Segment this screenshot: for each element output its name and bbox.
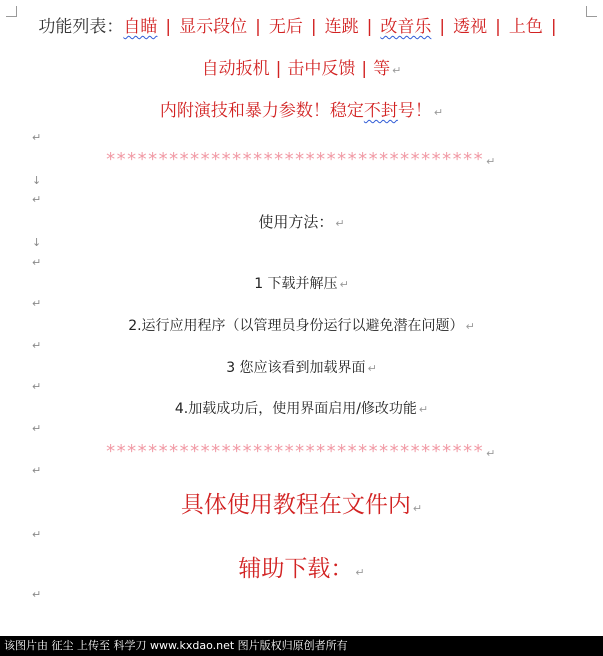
paragraph-mark-icon: ↵ [355, 566, 365, 579]
star-divider-bottom [0, 441, 603, 462]
paragraph-mark-icon: ↵ [412, 502, 423, 515]
step-1 [0, 273, 603, 293]
star-divider-text: ************************************ [106, 149, 485, 170]
feature-hit-feedback: 击中反馈 [287, 59, 356, 79]
feature-rank-display: 显示段位 [179, 17, 248, 37]
step-1-text: 1 下载并解压 [254, 276, 338, 292]
paragraph-mark-icon: ↵ [32, 256, 42, 269]
how-to-heading [0, 211, 603, 232]
feature-wallhack: 透视 [453, 17, 488, 37]
step-4 [0, 398, 603, 418]
separator: | [550, 17, 557, 37]
tutorial-note [0, 486, 603, 519]
tutorial-text: 具体使用教程在文件内 [180, 492, 411, 518]
paragraph-mark-icon: ↵ [465, 320, 475, 333]
paragraph-mark-icon: ↵ [32, 131, 42, 144]
step-3-text: 3 您应该看到加载界面 [226, 360, 366, 376]
star-divider-text: ************************************ [106, 441, 485, 462]
paragraph-mark-icon: ↵ [339, 278, 349, 291]
paragraph-mark-icon: ↵ [32, 464, 42, 477]
feature-coloring: 上色 [508, 17, 543, 37]
feature-bunny-hop: 连跳 [324, 17, 359, 37]
feature-list-line-1 [0, 12, 603, 37]
paragraph-mark-icon: ↵ [32, 380, 42, 393]
separator: | [366, 17, 373, 37]
feature-etc: 等 [373, 59, 391, 79]
notice-line [0, 96, 603, 121]
feature-change-music: 改音乐 [380, 17, 432, 37]
notice-text-underlined: 不封 [363, 101, 398, 121]
paragraph-mark-icon: ↵ [486, 155, 497, 168]
line-break-icon: ↓ [32, 174, 42, 187]
paragraph-mark-icon: ↵ [32, 588, 42, 601]
paragraph-mark-icon: ↵ [418, 403, 429, 416]
separator: | [439, 17, 446, 37]
watermark-text: 该图片由 征尘 上传至 科学刀 www.kxdao.net 图片版权归原创者所有 [4, 639, 348, 652]
separator: | [310, 17, 317, 37]
separator: | [275, 59, 282, 79]
feature-list-label: 功能列表： [38, 17, 124, 37]
feature-aimbot: 自瞄 [123, 17, 158, 37]
separator: | [255, 17, 261, 37]
separator: | [165, 17, 172, 37]
feature-list-line-2 [0, 54, 603, 79]
paragraph-mark-icon: ↵ [392, 64, 402, 77]
feature-no-recoil: 无后 [268, 17, 303, 37]
watermark-footer [0, 636, 603, 656]
paragraph-mark-icon: ↵ [32, 193, 42, 206]
star-divider-top [0, 149, 603, 170]
separator: | [495, 17, 501, 37]
paragraph-mark-icon: ↵ [335, 217, 345, 230]
separator: | [361, 59, 368, 79]
paragraph-mark-icon: ↵ [486, 447, 497, 460]
how-to-text: 使用方法： [258, 213, 334, 231]
step-4-text: 4.加载成功后，使用界面启用/修改功能 [174, 401, 417, 417]
download-heading [0, 550, 603, 583]
line-break-icon: ↓ [32, 236, 42, 249]
feature-auto-trigger: 自动扳机 [201, 59, 270, 79]
notice-text-start: 内附演技和暴力参数！稳定 [159, 101, 364, 121]
download-text: 辅助下载： [238, 556, 354, 582]
paragraph-mark-icon: ↵ [32, 297, 42, 310]
paragraph-mark-icon: ↵ [433, 106, 444, 119]
notice-text-end: 号！ [397, 101, 432, 121]
step-2-text: 2.运行应用程序（以管理员身份运行以避免潜在问题） [128, 318, 464, 334]
paragraph-mark-icon: ↵ [32, 339, 42, 352]
paragraph-mark-icon: ↵ [32, 528, 42, 541]
step-3 [0, 357, 603, 377]
paragraph-mark-icon: ↵ [367, 362, 377, 375]
paragraph-mark-icon: ↵ [32, 422, 42, 435]
step-2 [0, 315, 603, 335]
